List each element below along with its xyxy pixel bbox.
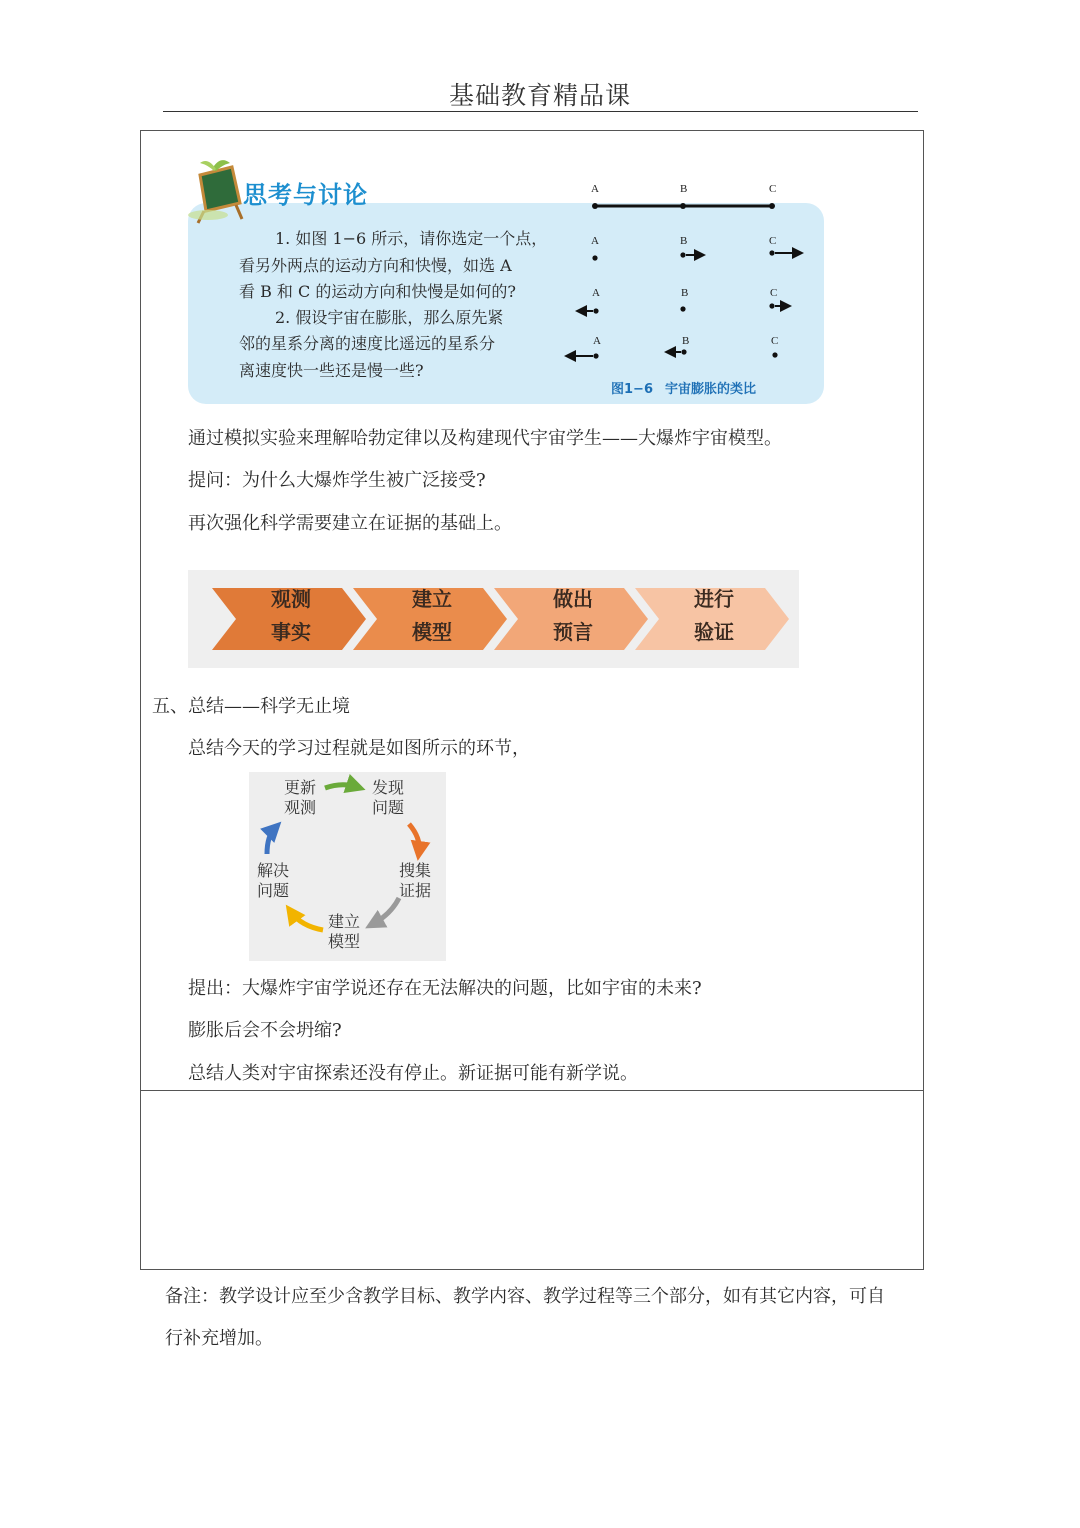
fig-label-c: C [769,235,777,247]
fig-label-c: C [769,183,777,195]
paragraph-collapse-question: 膨胀后会不会坍缩? [188,1020,342,1041]
cycle-arrow-yellow [291,912,323,930]
cycle-arrow-gray [373,898,399,924]
fig-label-c: C [770,287,778,299]
process-step-2-line1: 建立 [412,587,452,611]
page-header-title: 基础教育精品课 [448,81,631,110]
cycle-node-5-line1: 解决 [256,861,289,880]
think-line-2: 看另外两点的运动方向和快慢，如选 A [239,256,512,275]
process-step-model [392,583,472,649]
process-step-4-line1: 进行 [694,587,734,611]
process-step-predict [533,583,613,649]
cycle-node-5-line2: 问题 [256,881,289,900]
cycle-node-update-observation [280,778,320,818]
process-step-1-line2: 事实 [271,620,311,644]
chalkboard-icon [186,155,248,225]
process-step-observe [251,583,331,649]
cycle-node-3-line1: 搜集 [398,861,431,880]
process-step-3-line2: 预言 [553,620,593,644]
cycle-node-2-line1: 发现 [371,778,404,797]
process-step-verify [674,583,754,649]
think-line-1: 1. 如图 1−6 所示，请你选定一个点， [275,229,548,248]
figure-caption-number: 图1−6 [611,382,653,397]
cycle-node-build-model [324,912,364,952]
fig-label-a: A [591,183,599,195]
think-discuss-title: 思考与讨论 [243,181,368,209]
fig-label-b: B [682,335,690,347]
think-line-5: 邻的星系分离的速度比遥远的星系分 [239,334,496,353]
cycle-node-1-line2: 观测 [283,798,316,817]
cycle-node-solve-problem [253,861,293,901]
think-line-6: 离速度快一些还是慢一些? [239,361,424,380]
note-line-2: 行补充增加。 [165,1328,273,1349]
cycle-node-1-line1: 更新 [283,778,316,797]
cycle-node-4-line2: 模型 [327,932,360,951]
figure-caption [611,378,756,397]
paragraph-simulation: 通过模拟实验来理解哈勃定律以及构建现代宇宙学生——大爆炸宇宙模型。 [188,428,782,449]
figure-caption-text: 宇宙膨胀的类比 [664,382,756,397]
section-five-heading: 五、总结——科学无止境 [152,696,350,717]
process-step-4-line2: 验证 [694,620,734,644]
cycle-node-3-line2: 证据 [398,881,431,900]
process-step-3-line1: 做出 [553,587,593,611]
fig-label-c: C [771,335,779,347]
cycle-node-4-line1: 建立 [327,912,360,931]
fig-label-b: B [681,287,689,299]
fig-label-a: A [593,335,601,347]
cycle-arrow-orange [409,824,419,852]
note-line-1: 备注：教学设计应至少含教学目标、教学内容、教学过程等三个部分，如有其它内容，可自 [165,1286,885,1307]
process-step-1-line1: 观测 [271,587,311,611]
cycle-node-collect-evidence [395,861,435,901]
paragraph-future-question: 提出：大爆炸宇宙学说还存在无法解决的问题，比如宇宙的未来? [188,978,702,999]
cycle-node-2-line2: 问题 [371,798,404,817]
cycle-arrow-green [325,785,357,788]
header-rule [163,111,918,112]
fig-label-b: B [680,183,688,195]
fig-label-b: B [680,235,688,247]
paragraph-evidence: 再次强化科学需要建立在证据的基础上。 [188,513,512,534]
process-step-2-line2: 模型 [412,620,452,644]
cycle-node-find-problem [368,778,408,818]
think-line-4: 2. 假设宇宙在膨胀，那么原先紧 [275,308,504,327]
paragraph-summary: 总结人类对宇宙探索还没有停止。新证据可能有新学说。 [188,1063,638,1084]
fig-label-a: A [592,287,600,299]
think-line-3: 看 B 和 C 的运动方向和快慢是如何的? [239,282,516,301]
fig-label-a: A [591,235,599,247]
section-five-intro: 总结今天的学习过程就是如图所示的环节， [188,738,530,759]
table-row-divider [140,1090,924,1091]
cycle-arrow-blue [267,828,275,854]
paragraph-question: 提问：为什么大爆炸学生被广泛接受? [188,470,486,491]
